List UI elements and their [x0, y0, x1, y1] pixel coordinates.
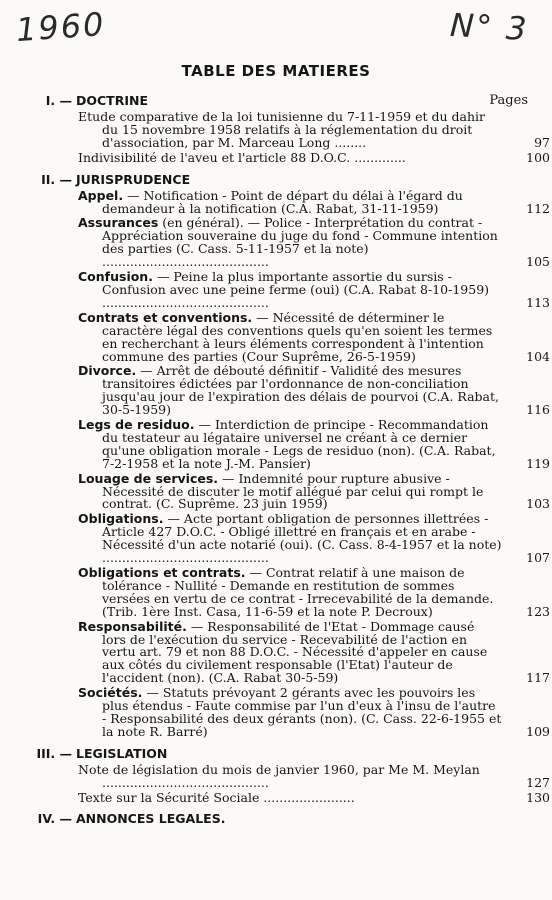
section-title: JURISPRUDENCE — [76, 171, 191, 187]
entry-keyword: Legs de residuo. — [78, 417, 195, 433]
entry-text — [78, 271, 502, 310]
entry-description: — Statuts prévoyant 2 gérants avec les pouvoirs les plus étendus - Faute commise par l'un d'eux à l'insu de l'autre - Responsabilité des deux gérants (non). (C. Cass. 22-6-1955 et la note R. Barré) — [102, 685, 502, 739]
section-number: II. — — [41, 171, 72, 187]
handwritten-year: 1960 — [14, 4, 107, 50]
entry-description: — Nécessité de déterminer le caractère légal des conventions quels qu'en soient les termes en recherchant à leurs éléments correspondent à l'intention commune des parties (Cour Suprême, 26-5-1959) — [102, 309, 493, 364]
entry-keyword: Louage de services. — [78, 470, 219, 486]
entry-page-number: 100 — [526, 149, 550, 165]
entry-description: — Responsabilité de l'Etat - Dommage causé lors de l'exécution du service - Recevabilité de l'action en vertu art. 79 et non 88 D.O.C. - Nécessité d'appeler en cause aux côtés du civilement responsable (l'Etat) l'auteur de l'accident (non). (C.A. Rabat 30-5-59) — [102, 618, 488, 686]
toc-entry[interactable] — [78, 149, 550, 165]
entry-keyword: Assurances — [78, 215, 159, 231]
entry-page-number: 109 — [526, 723, 550, 739]
entry-description: Note de législation du mois de janvier 1960, par Me M. Meylan .......................................... — [78, 761, 480, 790]
entry-keyword: Contrats et conventions. — [78, 309, 253, 325]
toc-entry[interactable] — [78, 365, 550, 417]
section-title: LEGISLATION — [76, 745, 168, 761]
table-of-contents — [0, 93, 552, 829]
section-number: I. — — [45, 93, 72, 108]
toc-entry[interactable] — [78, 419, 550, 471]
section-heading — [0, 172, 552, 188]
entry-keyword: Obligations. — [78, 511, 164, 527]
entry-text — [78, 217, 502, 269]
section-title: DOCTRINE — [76, 93, 148, 108]
entry-page-number: 116 — [526, 402, 550, 418]
entry-keyword: Obligations et contrats. — [78, 565, 246, 580]
entry-text — [78, 567, 502, 619]
entry-description: — Notification - Point de départ du délai à l'égard du demandeur à la notification (C.A. Rabat, 31-11-1959) — [102, 187, 463, 216]
entry-page-number: 127 — [526, 774, 550, 790]
entry-keyword: Confusion. — [78, 269, 153, 285]
entry-description: (en général). — Police - Interprétation du contrat - Appréciation souveraine du juge du fond - Commune intention des parties (C. Cass. 5-11-1957 et la note) .......................................... — [102, 215, 498, 270]
entry-page-number: 123 — [526, 603, 550, 619]
section-heading — [0, 746, 552, 762]
toc-entry[interactable] — [78, 187, 550, 216]
section-heading — [0, 93, 552, 109]
entry-text — [78, 687, 502, 739]
entry-page-number: 112 — [526, 200, 550, 216]
entry-text — [78, 309, 502, 364]
entry-text — [78, 187, 502, 216]
entry-text — [78, 789, 502, 805]
entry-description: — Contrat relatif à une maison de tolérance - Nullité - Demande en restitution de sommes versées en vertu de ce contrat - Irrecevabilité de la demande. (Trib. 1ère Inst. Casa, 11-6-59 et la note P. Decroux) — [102, 565, 494, 619]
toc-entry[interactable] — [78, 567, 550, 619]
entry-page-number: 113 — [526, 294, 550, 310]
entry-page-number: 105 — [526, 254, 550, 270]
toc-entry[interactable] — [78, 789, 550, 805]
entry-text — [78, 513, 502, 565]
section-number: III. — — [36, 745, 72, 761]
toc-entry[interactable] — [78, 111, 550, 150]
entry-description: — Peine la plus importante assortie du sursis - Confusion avec une peine ferme (oui) (C.A. Rabat 8-10-1959) .......................................... — [102, 269, 490, 310]
toc-entry[interactable] — [78, 618, 550, 686]
entry-description: Etude comparative de la loi tunisienne du 7-11-1959 et du dahir du 15 novembre 1958 relatifs à la réglementation du droit d'association, par M. Marceau Long ........ — [78, 109, 485, 150]
entry-text — [78, 111, 502, 150]
entry-keyword: Appel. — [78, 187, 124, 203]
entry-description: — Acte portant obligation de personnes illettrées - Article 427 D.O.C. - Obligé illettré en français et en arabe - Nécessité d'un acte notarié (oui). (C. Cass. 8-4-1957 et la note) .......................................... — [102, 511, 502, 566]
entry-page-number: 107 — [526, 550, 550, 566]
toc-entry[interactable] — [78, 470, 550, 512]
entry-text — [78, 419, 502, 471]
handwritten-issue-number: N° 3 — [448, 5, 529, 49]
toc-entry[interactable] — [78, 687, 550, 739]
entry-description: Indivisibilité de l'aveu et l'article 88 D.O.C. ............. — [78, 149, 406, 165]
entry-text — [78, 470, 502, 512]
entry-text — [78, 365, 502, 417]
entry-text — [78, 618, 502, 686]
entry-keyword: Responsabilité. — [78, 618, 187, 634]
toc-entry[interactable] — [78, 761, 550, 790]
toc-entry[interactable] — [78, 309, 550, 364]
entry-page-number: 104 — [526, 348, 550, 364]
toc-entry[interactable] — [78, 217, 550, 269]
entry-text — [78, 149, 502, 165]
entry-page-number: 130 — [526, 789, 550, 805]
pages-column-label: Pages — [489, 93, 528, 108]
section-heading — [0, 811, 552, 827]
entry-description: — Indemnité pour rupture abusive - Nécessité de discuter le motif allégué par celui qui rompt le contrat. (C. Suprême. 23 juin 1959) — [102, 470, 484, 512]
entry-page-number: 117 — [526, 670, 550, 686]
entry-keyword: Divorce. — [78, 363, 137, 379]
entry-keyword: Sociétés. — [78, 685, 143, 701]
section-number: IV. — — [37, 810, 72, 826]
page-title: TABLE DES MATIERES — [181, 62, 371, 80]
entry-page-number: 103 — [526, 496, 550, 512]
entry-text — [78, 761, 502, 790]
entry-page-number: 97 — [534, 134, 550, 150]
toc-entry[interactable] — [78, 513, 550, 565]
toc-entry[interactable] — [78, 271, 550, 310]
entry-description: — Interdiction de principe - Recommandation du testateur au légataire universel ne créant à ce dernier qu'une obligation morale - Legs de residuo (non). (C.A. Rabat, 7-2-1958 et la note J.-M. Pansier) — [102, 417, 496, 471]
entry-description: — Arrêt de débouté définitif - Validité des mesures transitoires édictées par l'ordonnance de non-conciliation jusqu'au jour de l'expiration des délais de pourvoi (C.A. Rabat, 30-5-1959) — [102, 363, 500, 418]
entry-page-number: 119 — [526, 455, 550, 471]
entry-description: Texte sur la Sécurité Sociale ....................... — [78, 789, 355, 805]
section-title: ANNONCES LEGALES. — [76, 810, 226, 826]
